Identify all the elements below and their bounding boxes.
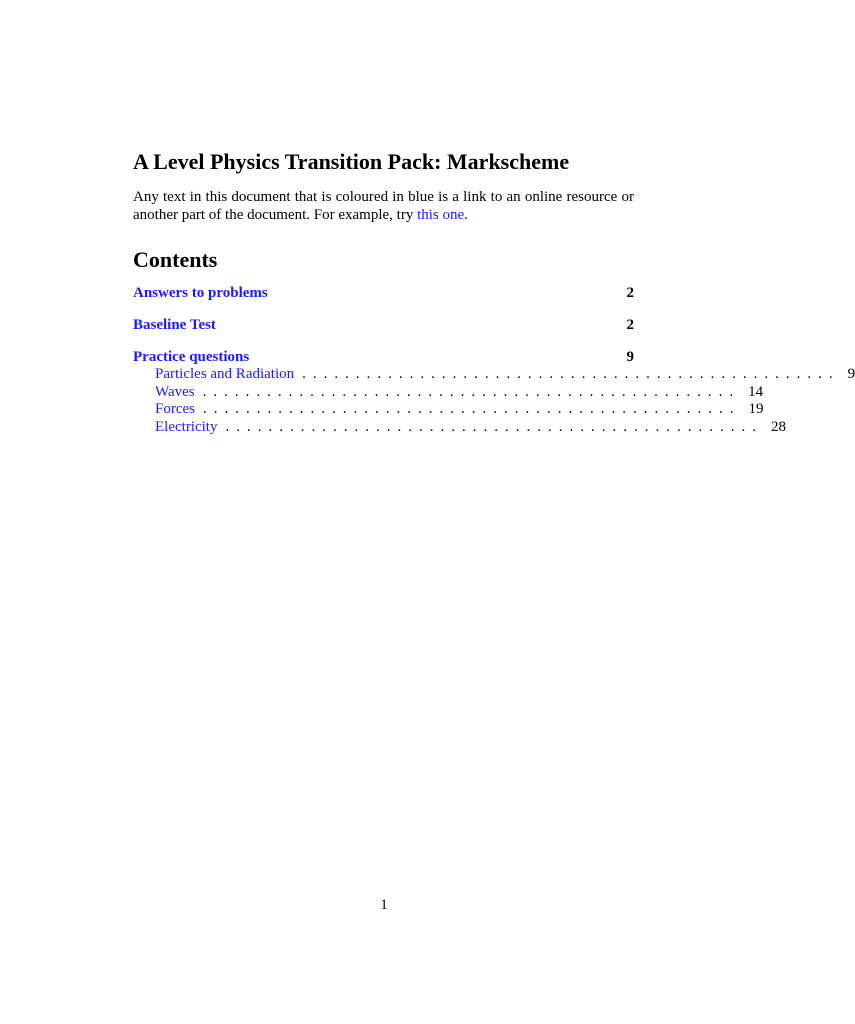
toc-subsection-label[interactable]: Waves: [155, 383, 195, 400]
intro-paragraph: [133, 188, 634, 224]
toc-subsection-page: 14: [748, 383, 764, 400]
toc-leader-dots: ..................................................: [225, 418, 763, 435]
toc-section-page: 2: [626, 317, 634, 333]
toc-leader-dots: ..................................................: [202, 383, 741, 400]
toc-section-answers-to-problems[interactable]: [133, 284, 634, 302]
toc-subsection-page: 9: [847, 366, 855, 382]
toc-subsection-label[interactable]: Particles and Radiation: [155, 366, 295, 382]
table-of-contents: [133, 284, 855, 436]
toc-subsection-label[interactable]: Forces: [155, 401, 195, 417]
document-page: [133, 148, 855, 436]
toc-section-practice-questions[interactable]: [133, 348, 634, 366]
toc-subsection-waves[interactable]: [133, 383, 764, 402]
toc-leader-dots: ..................................................: [302, 366, 840, 382]
intro-end: .: [464, 207, 468, 223]
page-number: 1: [380, 897, 388, 913]
toc-leader-dots: ..................................................: [203, 401, 741, 417]
example-link[interactable]: this one: [417, 207, 465, 223]
toc-section-label[interactable]: Practice questions: [133, 349, 250, 365]
toc-section-label[interactable]: Answers to problems: [133, 285, 268, 301]
toc-section-label[interactable]: Baseline Test: [133, 317, 216, 333]
toc-subsection-forces[interactable]: [133, 401, 764, 419]
toc-subsection-page: 19: [748, 401, 764, 417]
toc-section-page: 9: [626, 349, 634, 365]
toc-subsection-label[interactable]: Electricity: [155, 418, 218, 435]
toc-section-baseline-test[interactable]: [133, 316, 634, 334]
toc-subsection-page: 28: [770, 418, 786, 435]
toc-subsection-particles-and-radiation[interactable]: [133, 366, 855, 384]
document-title: A Level Physics Transition Pack: Markscheme: [133, 149, 570, 174]
intro-text: Any text in this document that is coloured in blue is a link to an online resource or another part of the document. For example, try: [133, 189, 634, 223]
toc-section-page: 2: [626, 285, 634, 301]
contents-heading: Contents: [133, 247, 218, 272]
toc-subsection-electricity[interactable]: [133, 418, 786, 437]
